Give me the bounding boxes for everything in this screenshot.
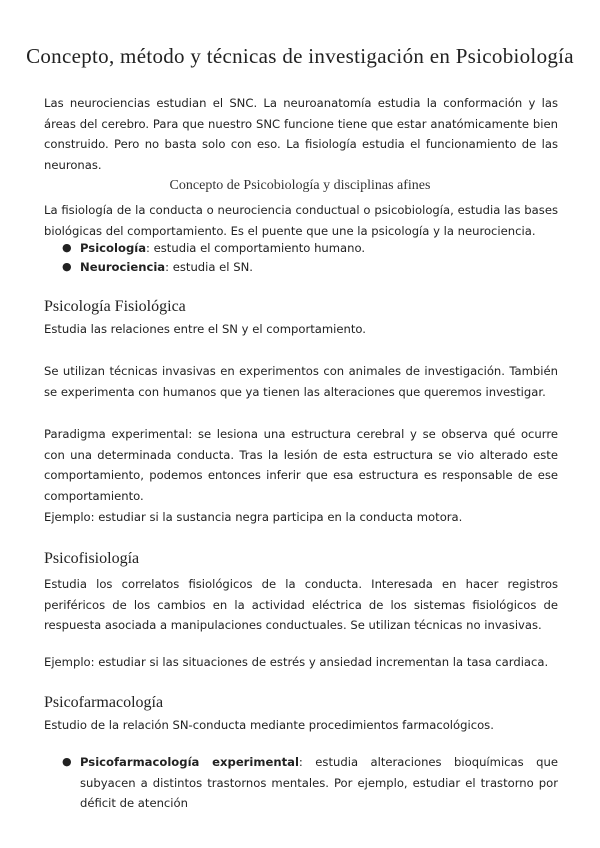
term-label: Neurociencia — [80, 260, 166, 274]
intro-paragraph: Las neurociencias estudian el SNC. La neuroanatomía estudia la conformación y las áreas del cerebro. Para que nuestro SNC funcione tiene que estar anatómicamente bien construido. Pero no basta solo con eso. La fisiología estudia el funcionamiento de las neuronas. — [44, 96, 558, 173]
bullet-icon: ● — [62, 755, 72, 768]
paragraph: Estudio de la relación SN-conducta mediante procedimientos farmacológicos. — [44, 718, 494, 732]
section-concepto-paragraph: La fisiología de la conducta o neurociencia conductual o psicobiología, estudia las bases biológicas del comportamiento. Es el puente que une la psicología y la neurociencia. — [44, 203, 558, 238]
paragraph: Estudia las relaciones entre el SN y el comportamiento. — [44, 322, 366, 336]
term-label: Psicología — [80, 241, 147, 255]
paragraph: Paradigma experimental: se lesiona una estructura cerebral y se observa qué ocurre con una determinada conducta. Tras la lesión de esta estructura se vio alterado este comportamiento, podemos entonces inferir que esa estructura es responsable de ese comportamiento. — [44, 427, 558, 504]
list-item-neurociencia — [62, 257, 558, 278]
term-description: : estudia el comportamiento humano. — [146, 241, 366, 255]
section-heading-psicofisiologia: Psicofisiología — [44, 550, 140, 567]
list-item-psicologia — [62, 238, 558, 259]
paragraph: Ejemplo: estudiar si las situaciones de estrés y ansiedad incrementan la tasa cardiaca. — [44, 655, 549, 669]
section-heading-concepto: Concepto de Psicobiología y disciplinas afines — [169, 178, 431, 193]
section-heading-psicologia-fisiologica: Psicología Fisiológica — [44, 298, 186, 315]
paragraph: Se utilizan técnicas invasivas en experimentos con animales de investigación. También se experimenta con humanos que ya tienen las alteraciones que queremos investigar. — [44, 364, 558, 399]
term-label: Psicofarmacología experimental — [80, 755, 299, 769]
term-description: : estudia el SN. — [165, 260, 253, 274]
bullet-icon: ● — [62, 260, 72, 273]
bullet-icon: ● — [62, 241, 72, 254]
page-title: Concepto, método y técnicas de investigación en Psicobiología — [26, 44, 574, 68]
term-description: : estudia alteraciones bioquímicas que subyacen a distintos trastornos mentales. Por ejemplo, estudiar el trastorno por déficit de atención — [80, 755, 558, 811]
list-item-psicofarmacologia-experimental — [62, 752, 558, 814]
section-heading-psicofarmacologia: Psicofarmacología — [44, 694, 164, 711]
paragraph: Ejemplo: estudiar si la sustancia negra participa en la conducta motora. — [44, 510, 463, 524]
paragraph: Estudia los correlatos fisiológicos de la conducta. Interesada en hacer registros periféricos de los cambios en la actividad eléctrica de los sistemas fisiológicos de respuesta asociada a manipulaciones conductuales. Se utilizan técnicas no invasivas. — [44, 577, 558, 633]
